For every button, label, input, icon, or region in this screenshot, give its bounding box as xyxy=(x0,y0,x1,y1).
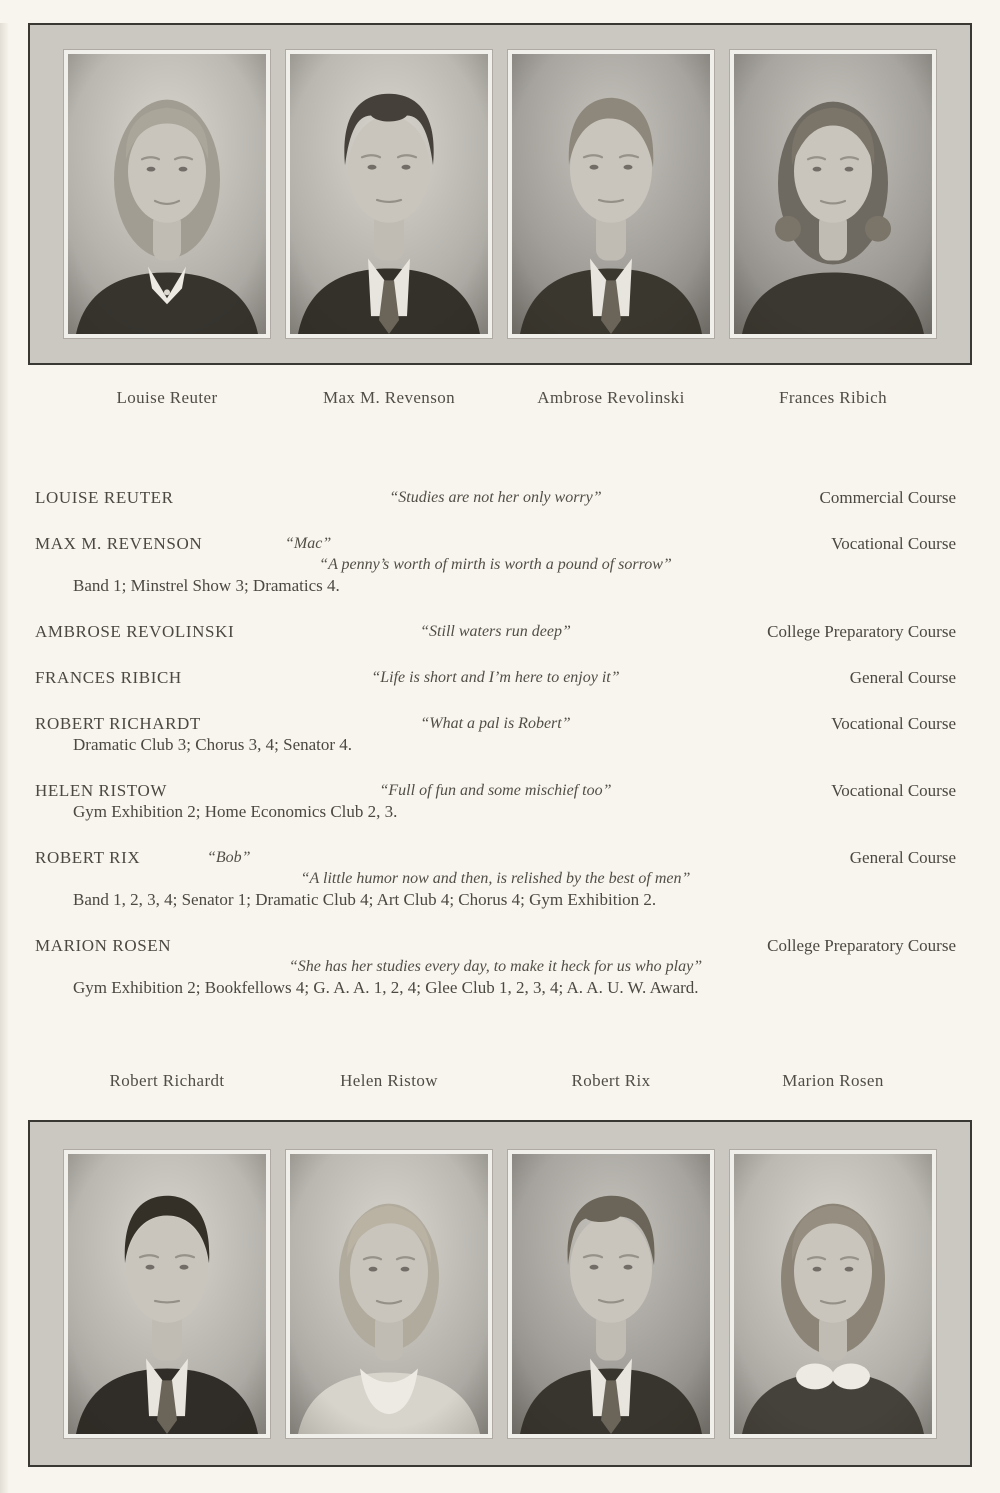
top-photo-panel xyxy=(28,23,972,365)
portrait-robert-rix xyxy=(508,1150,714,1438)
student-name: MARION ROSEN xyxy=(35,936,172,955)
student-quote: “Still waters run deep” xyxy=(420,623,571,640)
student-name: ROBERT RICHARDT xyxy=(35,714,201,733)
student-quote: “Studies are not her only worry” xyxy=(389,489,602,506)
portrait-max-revenson xyxy=(286,50,492,338)
student-name: FRANCES RIBICH xyxy=(35,668,182,687)
portrait-photo-icon xyxy=(68,1154,266,1434)
portrait-photo-icon xyxy=(734,54,932,334)
entry-ambrose-revolinski xyxy=(35,621,956,642)
student-activities: Gym Exhibition 2; Bookfellows 4; G. A. A. 1, 2, 4; Glee Club 1, 2, 3, 4; A. A. U. W. Award. xyxy=(73,978,699,997)
entry-louise-reuter xyxy=(35,487,956,508)
entry-robert-richardt xyxy=(35,713,956,755)
student-nickname: “Bob” xyxy=(207,849,251,866)
portrait-photo-icon xyxy=(512,1154,710,1434)
photo-caption-robert-richardt: Robert Richardt xyxy=(109,1071,225,1090)
portrait-frances-ribich xyxy=(730,50,936,338)
student-name: AMBROSE REVOLINSKI xyxy=(35,622,235,641)
portrait-louise-reuter xyxy=(64,50,270,338)
student-name: HELEN RISTOW xyxy=(35,781,168,800)
portrait-helen-ristow xyxy=(286,1150,492,1438)
student-activities: Gym Exhibition 2; Home Economics Club 2, 3. xyxy=(73,802,398,821)
student-quote: “A penny’s worth of mirth is worth a pound of sorrow” xyxy=(319,556,672,573)
student-course: Commercial Course xyxy=(819,488,956,507)
portrait-photo-icon xyxy=(290,1154,488,1434)
student-course: General Course xyxy=(849,668,956,687)
photo-caption-helen-ristow: Helen Ristow xyxy=(340,1071,438,1090)
entry-robert-rix xyxy=(35,847,956,910)
entry-helen-ristow xyxy=(35,780,956,822)
student-course: College Preparatory Course xyxy=(767,936,956,955)
student-entries xyxy=(35,487,956,998)
portrait-ambrose-revolinski xyxy=(508,50,714,338)
student-nickname: “Mac” xyxy=(285,535,332,552)
portrait-marion-rosen xyxy=(730,1150,936,1438)
photo-caption-louise-reuter: Louise Reuter xyxy=(116,388,218,407)
student-activities: Dramatic Club 3; Chorus 3, 4; Senator 4. xyxy=(73,735,353,754)
student-course: Vocational Course xyxy=(831,781,956,800)
student-course: General Course xyxy=(849,848,956,867)
student-quote: “Full of fun and some mischief too” xyxy=(379,782,612,799)
student-quote: “Life is short and I’m here to enjoy it” xyxy=(371,669,620,686)
student-name: ROBERT RIX xyxy=(35,848,141,867)
portrait-photo-icon xyxy=(290,54,488,334)
entry-max-revenson xyxy=(35,533,956,596)
student-quote: “A little humor now and then, is relished by the best of men” xyxy=(300,870,691,887)
student-quote: “What a pal is Robert” xyxy=(420,715,571,732)
entry-marion-rosen xyxy=(35,935,956,998)
student-activities: Band 1; Minstrel Show 3; Dramatics 4. xyxy=(73,576,340,595)
photo-caption-ambrose-revolinski: Ambrose Revolinski xyxy=(537,388,685,407)
top-captions-row xyxy=(28,387,972,409)
student-course: Vocational Course xyxy=(831,714,956,733)
photo-caption-marion-rosen: Marion Rosen xyxy=(782,1071,884,1090)
yearbook-page xyxy=(0,23,1000,1467)
photo-caption-robert-rix: Robert Rix xyxy=(571,1071,651,1090)
student-name: MAX M. REVENSON xyxy=(35,534,203,553)
photo-caption-max-revenson: Max M. Revenson xyxy=(322,388,456,407)
portrait-photo-icon xyxy=(734,1154,932,1434)
student-activities: Band 1, 2, 3, 4; Senator 1; Dramatic Club 4; Art Club 4; Chorus 4; Gym Exhibition 2. xyxy=(73,890,657,909)
photo-caption-frances-ribich: Frances Ribich xyxy=(778,388,888,407)
portrait-photo-icon xyxy=(68,54,266,334)
student-quote: “She has her studies every day, to make it heck for us who play” xyxy=(288,958,703,975)
student-name: LOUISE REUTER xyxy=(35,488,174,507)
bottom-captions-row xyxy=(28,1070,972,1092)
student-course: Vocational Course xyxy=(831,534,956,553)
bottom-photo-panel xyxy=(28,1120,972,1467)
student-course: College Preparatory Course xyxy=(767,622,956,641)
portrait-photo-icon xyxy=(512,54,710,334)
portrait-robert-richardt xyxy=(64,1150,270,1438)
entry-frances-ribich xyxy=(35,667,956,688)
